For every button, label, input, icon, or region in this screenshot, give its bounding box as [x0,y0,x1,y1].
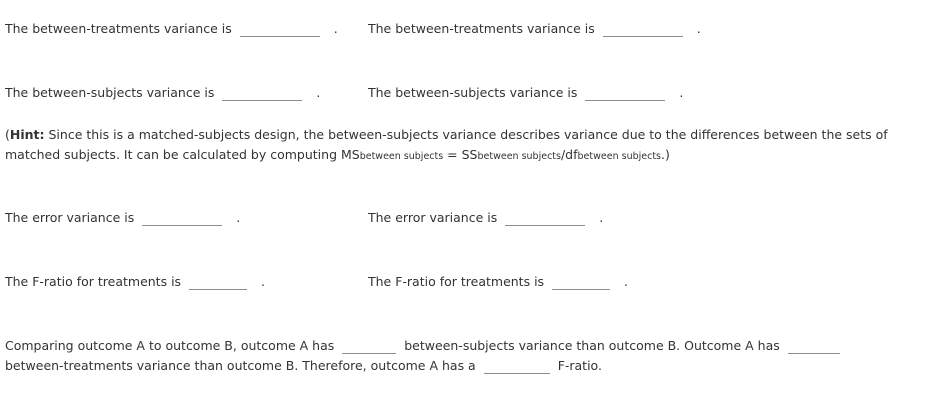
outcome-b-fratio-label: The F-ratio for treatments is [368,274,545,289]
hint-open-paren: ( [5,127,10,142]
outcome-b-subjects-row [368,84,683,102]
outcome-b-fratio-blank[interactable] [552,276,610,290]
period: . [696,21,701,36]
comparison-part-1: Comparing outcome A to outcome B, outcome A has [5,338,335,353]
outcome-b-treatments-blank[interactable] [603,23,683,37]
comparison-part-2: between-subjects variance than outcome B. Outcome A has [404,338,780,353]
period: . [624,274,629,289]
hint-sub-ms: between subjects [359,151,444,162]
period: . [316,85,321,100]
outcome-b-subjects-blank[interactable] [585,87,665,101]
outcome-a-error-label: The error variance is [5,210,135,225]
hint-close: .) [661,147,670,162]
hint-text-1: Since this is a matched-subjects design, the between-subjects variance describes variance due to the differences between the sets of [44,127,888,142]
comparison-part-3: between-treatments variance than outcome B. Therefore, outcome A has a [5,358,476,373]
hint-label: Hint: [9,127,45,142]
period: . [599,210,604,225]
outcome-a-error-blank[interactable] [142,212,222,226]
outcome-a-treatments-blank[interactable] [240,23,320,37]
outcome-a-error-row [5,209,240,227]
outcome-a-treatments-row [5,20,338,38]
outcome-a-fratio-blank[interactable] [189,276,247,290]
outcome-b-fratio-row [368,273,628,291]
hint-text-2: matched subjects. It can be calculated by computing MS [5,147,360,162]
period: . [261,274,266,289]
outcome-a-treatments-label: The between-treatments variance is [5,21,232,36]
outcome-b-error-label: The error variance is [368,210,498,225]
outcome-b-treatments-row [368,20,701,38]
comparison-part-4: F-ratio. [557,358,602,373]
hint-paragraph [5,125,925,167]
outcome-a-fratio-row [5,273,265,291]
outcome-a-fratio-label: The F-ratio for treatments is [5,274,182,289]
hint-slash-df: /df [560,147,578,162]
outcome-b-error-row [368,209,603,227]
period: . [333,21,338,36]
hint-sub-df: between subjects [577,151,661,162]
outcome-b-subjects-label: The between-subjects variance is [368,85,578,100]
comparison-treatments-blank[interactable] [788,340,840,354]
period: . [236,210,241,225]
comparison-fratio-blank[interactable] [484,360,550,374]
comparison-line-1 [5,337,844,355]
period: . [679,85,684,100]
outcome-a-subjects-blank[interactable] [222,87,302,101]
outcome-b-treatments-label: The between-treatments variance is [368,21,595,36]
outcome-b-error-blank[interactable] [505,212,585,226]
outcome-a-subjects-label: The between-subjects variance is [5,85,215,100]
hint-sub-ss: between subjects [477,151,561,162]
comparison-subjects-blank[interactable] [342,340,396,354]
outcome-a-subjects-row [5,84,320,102]
hint-equals: = SS [443,147,478,162]
comparison-line-2 [5,357,602,375]
